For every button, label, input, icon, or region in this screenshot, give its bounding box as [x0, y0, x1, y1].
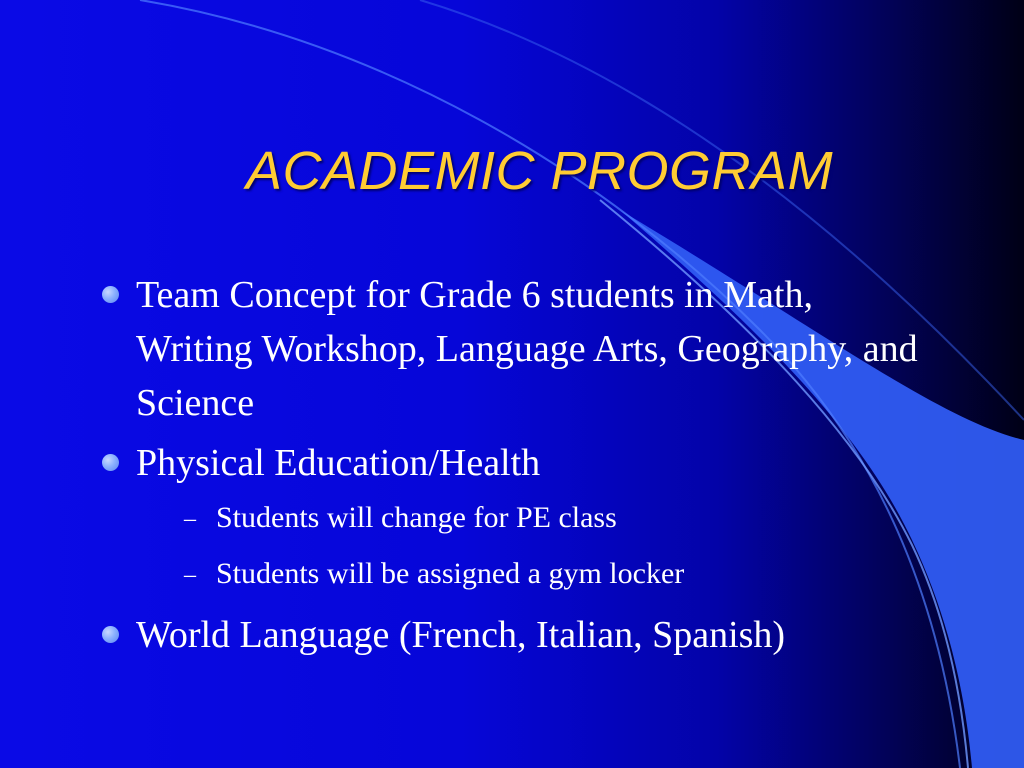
sub-bullet-text: Students will be assigned a gym locker	[216, 557, 685, 590]
dash-marker: –	[184, 562, 196, 588]
bullet-item-world-language	[100, 608, 920, 662]
sub-bullet-text: Students will change for PE class	[216, 501, 617, 534]
sub-bullet-list	[136, 490, 920, 602]
dash-marker: –	[184, 506, 196, 532]
sub-bullet-item-locker	[136, 546, 920, 602]
circle-bullet-icon	[102, 626, 119, 643]
bullet-item-physical-education	[100, 436, 920, 602]
slide-title: ACADEMIC PROGRAM	[246, 141, 834, 201]
bullet-list	[100, 268, 920, 668]
circle-bullet-icon	[102, 454, 119, 471]
sub-bullet-item-change	[136, 490, 920, 546]
bullet-item-team-concept	[100, 268, 920, 430]
circle-bullet-icon	[102, 286, 119, 303]
bullet-text: Physical Education/Health	[136, 442, 541, 484]
bullet-text: World Language (French, Italian, Spanish)	[136, 614, 786, 656]
bullet-text: Team Concept for Grade 6 students in Math, Writing Workshop, Language Arts, Geography, and Science	[136, 274, 918, 424]
